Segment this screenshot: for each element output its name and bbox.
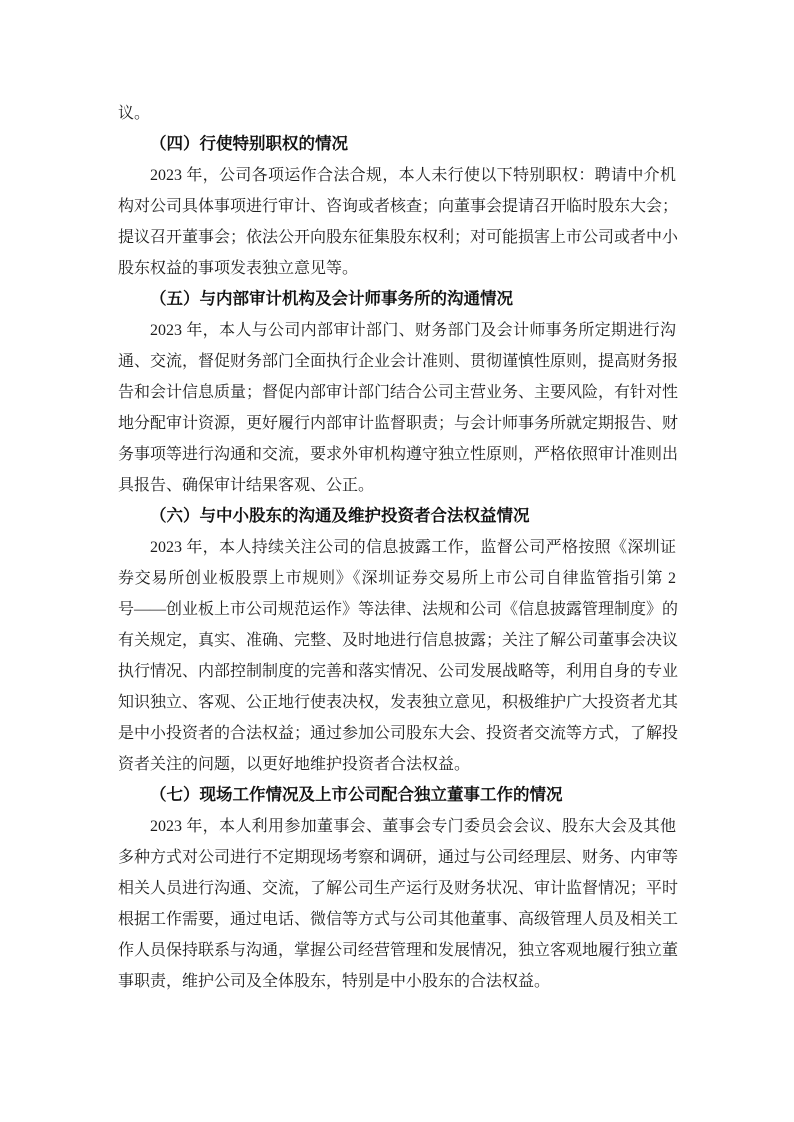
section-heading-4: （四）行使特别职权的情况 [150, 135, 348, 153]
paragraph-section-4-line-2: 构对公司具体事项进行审计、咨询或者核查；向董事会提请召开临时股东大会； [118, 198, 679, 215]
paragraph-section-5-line-5: 务事项等进行沟通和交流，要求外审机构遵守独立性原则，严格依照审计准则出 [118, 446, 679, 463]
paragraph-section-7-line-3: 相关人员进行沟通、交流，了解公司生产运行及财务状况、审计监督情况；平时 [118, 880, 679, 897]
paragraph-section-6-line-3: 号——创业板上市公司规范运作》等法律、法规和公司《信息披露管理制度》的 [118, 601, 679, 618]
paragraph-section-5-line-1: 2023 年，本人与公司内部审计部门、财务部门及会计师事务所定期进行沟 [150, 322, 676, 339]
paragraph-section-5-line-2: 通、交流，督促财务部门全面执行企业会计准则、贯彻谨慎性原则，提高财务报 [118, 353, 679, 370]
paragraph-section-7-line-1: 2023 年，本人利用参加董事会、董事会专门委员会会议、股东大会及其他 [150, 818, 676, 835]
paragraph-section-5-line-3: 告和会计信息质量；督促内部审计部门结合公司主营业务、主要风险，有针对性 [118, 384, 679, 401]
paragraph-section-6-line-6: 知识独立、客观、公正地行使表决权，发表独立意见，积极维护广大投资者尤其 [118, 694, 679, 711]
paragraph-section-7-line-2: 多种方式对公司进行不定期现场考察和调研，通过与公司经理层、财务、内审等 [118, 849, 679, 866]
paragraph-section-6-line-7: 是中小投资者的合法权益；通过参加公司股东大会、投资者交流等方式，了解投 [118, 725, 679, 742]
paragraph-section-5-line-6: 具报告、确保审计结果客观、公正。 [118, 477, 375, 494]
paragraph-section-7-line-4: 根据工作需要，通过电话、微信等方式与公司其他董事、高级管理人员及相关工 [118, 911, 679, 928]
paragraph-section-6-line-8: 资者关注的问题，以更好地维护投资者合法权益。 [118, 756, 471, 773]
paragraph-section-6-line-5: 执行情况、内部控制制度的完善和落实情况、公司发展战略等，利用自身的专业 [118, 663, 679, 680]
section-heading-5: （五）与内部审计机构及会计师事务所的沟通情况 [150, 290, 513, 308]
paragraph-section-6-line-1: 2023 年，本人持续关注公司的信息披露工作，监督公司严格按照《深圳证 [150, 539, 676, 556]
paragraph-section-7-line-6: 事职责，维护公司及全体股东，特别是中小股东的合法权益。 [118, 973, 551, 990]
section-heading-6: （六）与中小股东的沟通及维护投资者合法权益情况 [150, 507, 530, 525]
paragraph-section-5-line-4: 地分配审计资源，更好履行内部审计监督职责；与会计师事务所就定期报告、财 [118, 415, 679, 432]
paragraph-section-4-line-1: 2023 年，公司各项运作合法合规，本人未行使以下特别职权：聘请中介机 [150, 167, 676, 184]
paragraph-section-6-line-2: 券交易所创业板股票上市规则》《深圳证券交易所上市公司自律监管指引第 2 [118, 570, 676, 587]
paragraph-tail-previous-page-line-1: 议。 [118, 105, 151, 122]
document-content [118, 98, 679, 997]
section-heading-7: （七）现场工作情况及上市公司配合独立董事工作的情况 [150, 786, 563, 804]
paragraph-section-4-line-4: 股东权益的事项发表独立意见等。 [118, 260, 359, 277]
paragraph-section-7-line-5: 作人员保持联系与沟通，掌握公司经营管理和发展情况，独立客观地履行独立董 [118, 942, 679, 959]
paragraph-section-6-line-4: 有关规定，真实、准确、完整、及时地进行信息披露；关注了解公司董事会决议 [118, 632, 679, 649]
paragraph-section-4-line-3: 提议召开董事会；依法公开向股东征集股东权利；对可能损害上市公司或者中小 [118, 229, 679, 246]
